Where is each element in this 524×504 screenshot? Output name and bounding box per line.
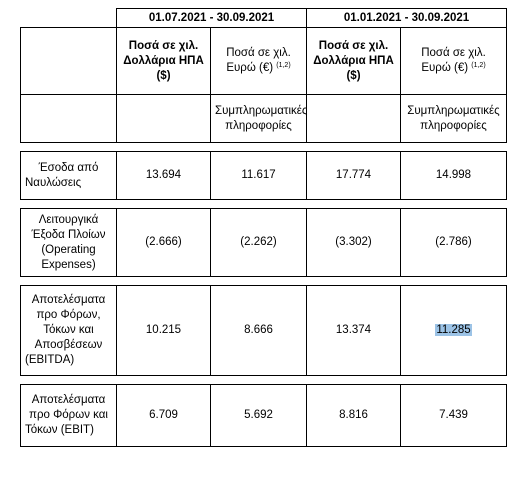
period-q3-header: 01.07.2021 - 30.09.2021 [117, 9, 307, 28]
supplementary-note-q3: Συμπληρωματικές πληροφορίες [211, 95, 307, 143]
corner-cell [21, 9, 117, 28]
table-row [21, 385, 507, 447]
empty-label-header [21, 28, 117, 95]
value-cell: (3.302) [307, 209, 401, 277]
table-row [21, 152, 507, 200]
spacer-row [21, 143, 507, 152]
spacer-row [21, 376, 507, 385]
spacer-row [21, 277, 507, 286]
value-cell: 13.694 [117, 152, 211, 200]
value-cell: (2.786) [401, 209, 507, 277]
empty-cell [117, 95, 211, 143]
supplementary-row [21, 95, 507, 143]
value-cell: 5.692 [211, 385, 307, 447]
value-cell: 17.774 [307, 152, 401, 200]
value-cell: 7.439 [401, 385, 507, 447]
value-cell: 6.709 [117, 385, 211, 447]
value-cell: (2.666) [117, 209, 211, 277]
value-cell: 13.374 [307, 286, 401, 376]
table-row [21, 286, 507, 376]
value-cell: 14.998 [401, 152, 507, 200]
currency-header-row [21, 28, 507, 95]
empty-cell [307, 95, 401, 143]
value-cell: 8.816 [307, 385, 401, 447]
table-row [21, 209, 507, 277]
row-label: Έσοδα από Ναυλώσεις [21, 152, 117, 200]
value-cell: 10.215 [117, 286, 211, 376]
period-9m-header: 01.01.2021 - 30.09.2021 [307, 9, 507, 28]
spacer-row [21, 200, 507, 209]
col-usd-9m: Ποσά σε χιλ. Δολλάρια ΗΠΑ ($) [307, 28, 401, 95]
row-label: Αποτελέσματα προ Φόρων, Τόκων και Αποσβέσεων (EBITDA) [21, 286, 117, 376]
value-cell: 11.617 [211, 152, 307, 200]
empty-cell [21, 95, 117, 143]
value-cell: 8.666 [211, 286, 307, 376]
row-label: Λειτουργικά Έξοδα Πλοίων (Operating Expenses) [21, 209, 117, 277]
value-cell [401, 286, 507, 376]
supplementary-note-9m: Συμπληρωματικές πληροφορίες [401, 95, 507, 143]
row-label: Αποτελέσματα προ Φόρων και Τόκων (EBIT) [21, 385, 117, 447]
highlighted-value: 11.285 [436, 324, 471, 336]
value-cell: (2.262) [211, 209, 307, 277]
col-eur-9m: Ποσά σε χιλ. Ευρώ (€) $^{(1,2)}$ [401, 28, 507, 95]
col-eur-q3: Ποσά σε χιλ. Ευρώ (€) $^{(1,2)}$ [211, 28, 307, 95]
col-usd-q3: Ποσά σε χιλ. Δολλάρια ΗΠΑ ($) [117, 28, 211, 95]
financial-table [20, 8, 507, 447]
period-header-row [21, 9, 507, 28]
